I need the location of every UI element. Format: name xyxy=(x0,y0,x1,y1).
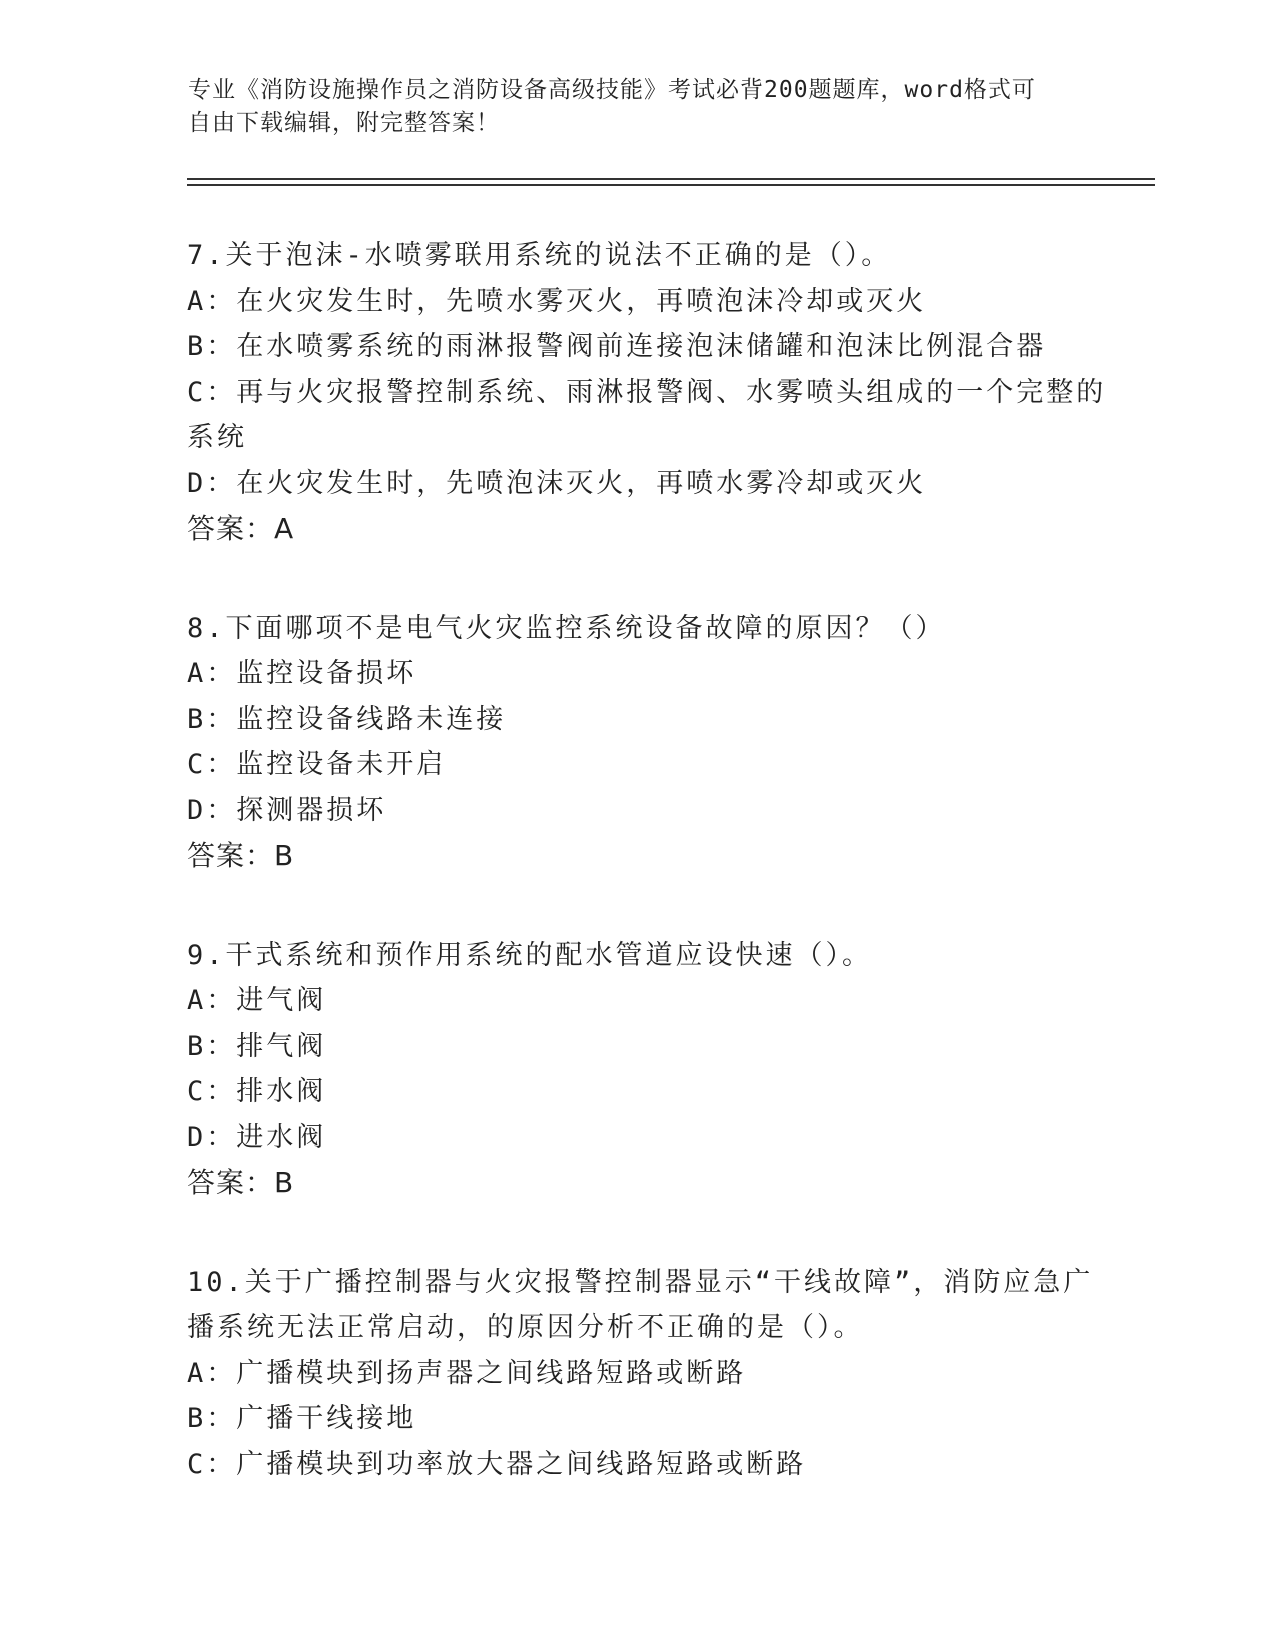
option-d: D：探测器损坏 xyxy=(187,794,387,826)
document-header xyxy=(188,74,1088,140)
option-a: A：在火灾发生时，先喷水雾灭火，再喷泡沫冷却或灭火 xyxy=(187,285,927,317)
question-stem: 7.关于泡沫-水喷雾联用系统的说法不正确的是（）。 xyxy=(187,240,892,271)
answer: 答案：B xyxy=(187,1166,295,1199)
option-c: C：再与火灾报警控制系统、雨淋报警阀、水雾喷头组成的一个完整的 xyxy=(187,376,1107,408)
question-list xyxy=(187,233,1107,1541)
question-9 xyxy=(187,933,1087,1206)
question-stem: 8.下面哪项不是电气火灾监控系统设备故障的原因？（） xyxy=(187,612,946,644)
answer: 答案：A xyxy=(187,512,295,545)
question-stem: 10.关于广播控制器与火灾报警控制器显示“干线故障”，消防应急广 xyxy=(187,1266,1094,1298)
header-line-2: 自由下载编辑，附完整答案！ xyxy=(188,110,500,136)
option-a: A：监控设备损坏 xyxy=(187,658,417,689)
option-b: B：在水喷雾系统的雨淋报警阀前连接泡沫储罐和泡沫比例混合器 xyxy=(187,331,1047,362)
option-d: D：进水阀 xyxy=(187,1121,327,1153)
option-a: A：进气阀 xyxy=(187,985,327,1016)
option-c: C：排水阀 xyxy=(187,1076,327,1107)
question-7 xyxy=(187,233,1107,552)
option-d: D：在火灾发生时，先喷泡沫灭火，再喷水雾冷却或灭火 xyxy=(187,467,927,499)
question-stem-continued: 播系统无法正常启动，的原因分析不正确的是（）。 xyxy=(187,1312,864,1343)
option-b: B：广播干线接地 xyxy=(187,1403,417,1434)
header-divider-top xyxy=(187,178,1155,180)
option-c: C：广播模块到功率放大器之间线路短路或断路 xyxy=(187,1448,807,1480)
header-divider-bottom xyxy=(187,184,1155,186)
question-8 xyxy=(187,606,1087,879)
option-c-continued: 系统 xyxy=(187,422,247,453)
option-a: A：广播模块到扬声器之间线路短路或断路 xyxy=(187,1357,747,1389)
answer: 答案：B xyxy=(187,839,295,872)
option-b: B：排气阀 xyxy=(187,1030,327,1062)
question-stem: 9.干式系统和预作用系统的配水管道应设快速（）。 xyxy=(187,939,873,971)
option-c: C：监控设备未开启 xyxy=(187,749,447,780)
option-b: B：监控设备线路未连接 xyxy=(187,703,507,735)
question-10 xyxy=(187,1260,1094,1488)
header-line-1: 专业《消防设施操作员之消防设备高级技能》考试必背200题题库，word格式可 xyxy=(188,77,1036,103)
